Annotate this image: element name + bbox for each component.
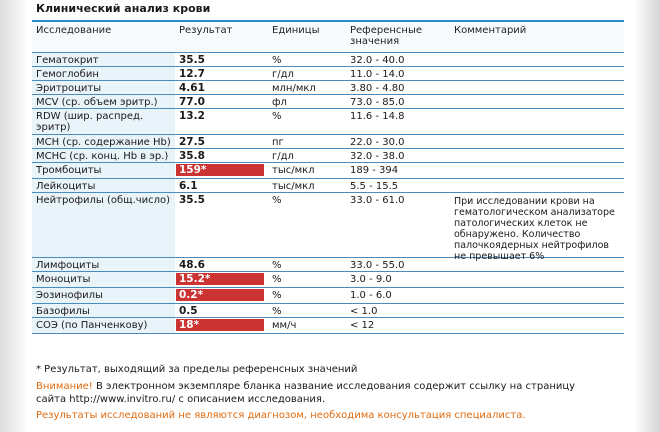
test-name: MCHC (ср. конц. Hb в эр.) <box>32 149 175 162</box>
comment-text <box>450 272 624 287</box>
reference-range: 33.0 - 55.0 <box>350 260 405 271</box>
footnote: * Результат, выходящий за пределы референсных значений <box>36 364 358 375</box>
units-value: тыс/мкл <box>272 165 315 176</box>
comment-text <box>450 304 624 317</box>
result-cell <box>175 288 268 303</box>
comment-text <box>450 163 624 178</box>
result-value: 12.7 <box>179 68 205 80</box>
header-units: Единицы <box>272 25 320 36</box>
units-value: мм/ч <box>272 320 297 331</box>
header-reference: Референсные значения <box>350 25 423 47</box>
units-value: % <box>272 274 282 285</box>
test-name: MCV (ср. объем эритр.) <box>32 95 175 108</box>
warning-text: В электронном экземпляре бланка название исследования содержит ссылку на страницу сайта http://www.invitro.ru/ с описанием исследования. <box>36 381 576 405</box>
table-body <box>32 52 624 334</box>
units-value: г/дл <box>272 151 294 162</box>
table-row <box>32 178 624 192</box>
reference-range: 11.0 - 14.0 <box>350 69 405 80</box>
table-row <box>32 303 624 317</box>
result-value: 35.5 <box>179 194 205 206</box>
test-name: СОЭ (по Панченкову) <box>32 318 175 333</box>
result-cell <box>175 272 268 287</box>
table-row <box>32 287 624 303</box>
table-row <box>32 257 624 271</box>
comment-text: При исследовании крови на гематологическом анализаторе патологических клеток не обнаружено. Количество палочкоядерных нейтрофилов не превышает 6% <box>454 196 615 262</box>
reference-range: 189 - 394 <box>350 165 399 176</box>
test-name: Лейкоциты <box>32 179 175 192</box>
comment-text <box>450 95 624 108</box>
table-row <box>32 94 624 108</box>
reference-range: 11.6 - 14.8 <box>350 111 405 122</box>
table-row <box>32 192 624 262</box>
units-value: тыс/мкл <box>272 181 315 192</box>
test-name: Гемоглобин <box>32 67 175 80</box>
result-value: 35.5 <box>179 54 205 66</box>
reference-range: 5.5 - 15.5 <box>350 181 399 192</box>
result-value: 13.2 <box>179 110 205 122</box>
comment-text <box>450 109 624 134</box>
table-row <box>32 108 624 134</box>
result-value: 4.61 <box>179 82 205 94</box>
test-name: Нейтрофилы (общ.число) <box>32 193 175 257</box>
units-value: % <box>272 55 282 66</box>
units-value: фл <box>272 97 287 108</box>
comment-text <box>450 81 624 94</box>
reference-range: 33.0 - 61.0 <box>350 195 405 206</box>
table-row <box>32 148 624 162</box>
comment-text <box>450 53 624 66</box>
comment-text <box>450 318 624 333</box>
units-value: % <box>272 111 282 122</box>
test-name: Эритроциты <box>32 81 175 94</box>
comment-text <box>450 288 624 303</box>
left-page-shadow <box>0 0 28 432</box>
result-value: 35.8 <box>179 150 205 162</box>
test-name: Базофилы <box>32 304 175 317</box>
test-name: RDW (шир. распред. эритр) <box>32 109 175 134</box>
result-flagged-value: 15.2* <box>176 273 264 285</box>
test-name: Тромбоциты <box>32 163 175 178</box>
comment-text <box>450 67 624 80</box>
table-row <box>32 134 624 148</box>
results-table <box>32 20 624 334</box>
reference-range: 1.0 - 6.0 <box>350 290 392 301</box>
test-name: MCH (ср. содержание Hb) <box>32 135 175 148</box>
table-row <box>32 271 624 287</box>
test-name: Лимфоциты <box>32 258 175 271</box>
warning-note <box>36 380 596 406</box>
reference-range: 73.0 - 85.0 <box>350 97 405 108</box>
result-value: 27.5 <box>179 136 205 148</box>
reference-range: 3.80 - 4.80 <box>350 83 405 94</box>
result-cell <box>175 318 268 333</box>
disclaimer: Результаты исследований не являются диагнозом, необходима консультация специалиста. <box>36 410 526 421</box>
warning-label: Внимание! <box>36 381 93 392</box>
table-row <box>32 66 624 80</box>
units-value: г/дл <box>272 69 294 80</box>
right-page-shadow <box>634 0 660 432</box>
result-value: 6.1 <box>179 180 198 192</box>
comment-text <box>450 179 624 192</box>
table-header <box>32 20 624 52</box>
reference-range: < 1.0 <box>350 306 378 317</box>
table-row <box>32 52 624 66</box>
test-name: Гематокрит <box>32 53 175 66</box>
reference-range: 32.0 - 38.0 <box>350 151 405 162</box>
units-value: % <box>272 195 282 206</box>
comment-text <box>450 149 624 162</box>
result-value: 48.6 <box>179 259 205 271</box>
table-row <box>32 80 624 94</box>
result-cell <box>175 163 268 178</box>
result-flagged-value: 18* <box>176 319 264 331</box>
result-value: 77.0 <box>179 96 205 108</box>
units-value: пг <box>272 137 284 148</box>
reference-range: < 12 <box>350 320 375 331</box>
result-flagged-value: 159* <box>176 164 264 176</box>
result-flagged-value: 0.2* <box>176 289 264 301</box>
units-value: млн/мкл <box>272 83 316 94</box>
units-value: % <box>272 306 282 317</box>
test-name: Моноциты <box>32 272 175 287</box>
table-row <box>32 162 624 178</box>
header-test: Исследование <box>36 25 112 36</box>
comment-text <box>450 258 624 271</box>
units-value: % <box>272 290 282 301</box>
table-row <box>32 317 624 334</box>
reference-range: 32.0 - 40.0 <box>350 55 405 66</box>
result-value: 0.5 <box>179 305 198 317</box>
comment-text <box>450 135 624 148</box>
units-value: % <box>272 260 282 271</box>
header-comment: Комментарий <box>454 25 527 36</box>
reference-range: 3.0 - 9.0 <box>350 274 392 285</box>
report-title: Клинический анализ крови <box>36 2 211 15</box>
reference-range: 22.0 - 30.0 <box>350 137 405 148</box>
header-result: Результат <box>179 25 233 36</box>
test-name: Эозинофилы <box>32 288 175 303</box>
